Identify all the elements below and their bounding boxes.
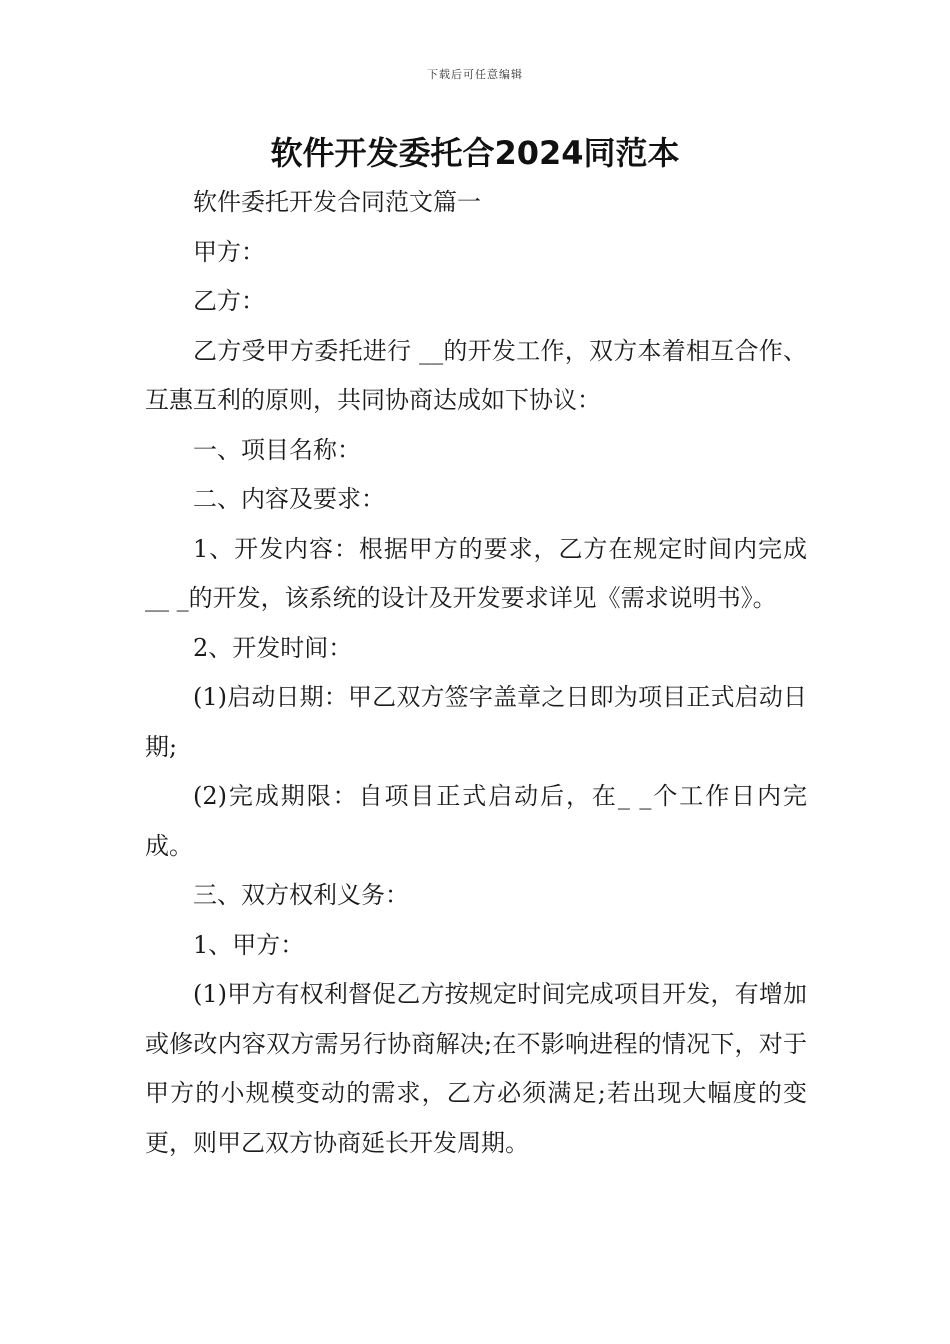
- page-header-note: 下载后可任意编辑: [427, 68, 523, 81]
- clause-rights-obligations: 三、双方权利义务：: [193, 881, 409, 909]
- section-heading: 软件委托开发合同范文篇一: [193, 188, 481, 216]
- preamble-paragraph: 乙方受甲方委托进行 __的开发工作，双方本着相互合作、互惠互利的原则，共同协商达成如下协议：: [145, 336, 807, 414]
- clause-start-date: (1)启动日期：甲乙双方签字盖章之日即为项目正式启动日期;: [145, 683, 807, 761]
- party-a-line: 甲方：: [193, 237, 265, 266]
- document-title: 软件开发委托合2024同范本: [270, 134, 680, 172]
- party-b-line: 乙方：: [193, 287, 265, 315]
- clause-development-content: 1、开发内容：根据甲方的要求，乙方在规定时间内完成__ _的开发，该系统的设计及开发要求详见《需求说明书》。: [145, 534, 807, 612]
- document-body: [145, 178, 807, 1168]
- clause-development-time: 2、开发时间：: [193, 633, 353, 662]
- clause-party-a-item-1: (1)甲方有权利督促乙方按规定时间完成项目开发，有增加或修改内容双方需另行协商解决;在不影响进程的情况下，对于甲方的小规模变动的需求，乙方必须满足;若出现大幅度的变更，则甲乙双方协商延长开发周期。: [145, 980, 807, 1157]
- clause-completion-deadline: (2)完成期限：自项目正式启动后，在_ _个工作日内完成。: [145, 782, 807, 860]
- clause-project-name: 一、项目名称：: [193, 435, 361, 464]
- clause-content-requirements: 二、内容及要求：: [193, 485, 385, 513]
- clause-party-a: 1、甲方：: [193, 930, 305, 959]
